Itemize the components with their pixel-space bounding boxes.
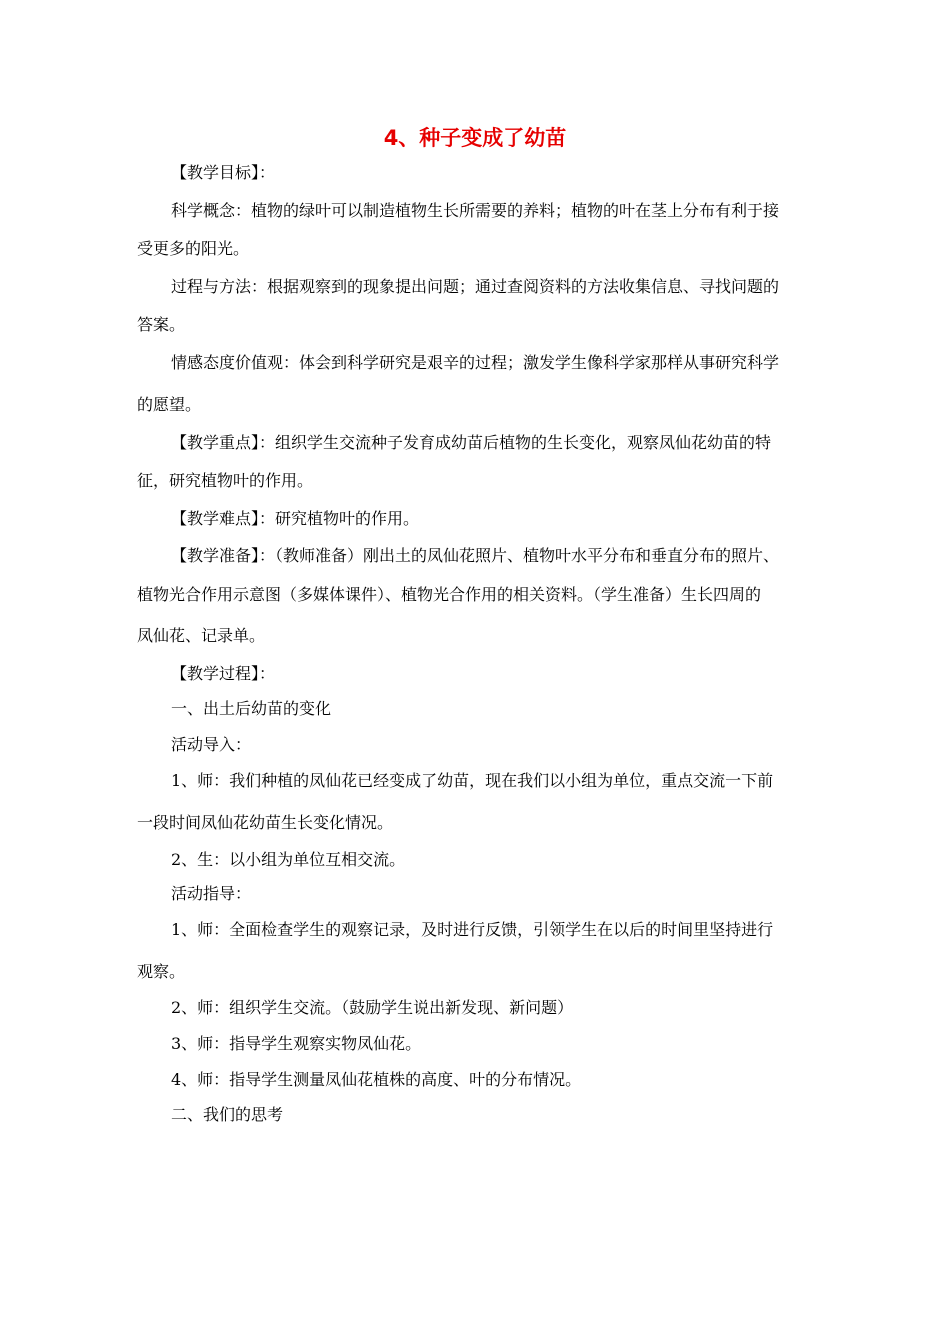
paragraph-line: 1、师：全面检查学生的观察记录，及时进行反馈，引领学生在以后的时间里坚持进行 — [171, 920, 774, 939]
paragraph-line: 凤仙花、记录单。 — [137, 626, 266, 645]
paragraph-line: 受更多的阳光。 — [137, 239, 250, 258]
section-heading-difficulties: 【教学难点】：研究植物叶的作用。 — [171, 509, 420, 528]
section-heading-process: 【教学过程】： — [171, 664, 276, 683]
subheading-line: 一、出土后幼苗的变化 — [171, 699, 332, 718]
section-heading-key-points: 【教学重点】：组织学生交流种子发育成幼苗后植物的生长变化，观察凤仙花幼苗的特 — [171, 433, 772, 452]
paragraph-line: 征，研究植物叶的作用。 — [137, 471, 314, 490]
paragraph-line: 2、生：以小组为单位互相交流。 — [171, 850, 406, 869]
paragraph-line: 过程与方法：根据观察到的现象提出问题；通过查阅资料的方法收集信息、寻找问题的 — [171, 277, 780, 296]
document-title: 4、种子变成了幼苗 — [383, 126, 567, 150]
paragraph-line: 观察。 — [137, 962, 186, 981]
paragraph-line: 的愿望。 — [137, 395, 202, 414]
section-heading-objectives: 【教学目标】： — [171, 163, 276, 182]
subheading-line: 二、我们的思考 — [171, 1105, 284, 1124]
paragraph-line: 答案。 — [137, 315, 186, 334]
paragraph-line: 一段时间凤仙花幼苗生长变化情况。 — [137, 813, 394, 832]
paragraph-line: 4、师：指导学生测量凤仙花植株的高度、叶的分布情况。 — [171, 1070, 582, 1089]
paragraph-line: 情感态度价值观：体会到科学研究是艰辛的过程；激发学生像科学家那样从事研究科学 — [171, 353, 780, 372]
section-heading-preparation: 【教学准备】：（教师准备）刚出土的凤仙花照片、植物叶水平分布和垂直分布的照片、 — [171, 546, 780, 565]
paragraph-line: 1、师：我们种植的凤仙花已经变成了幼苗，现在我们以小组为单位，重点交流一下前 — [171, 771, 774, 790]
paragraph-line: 2、师：组织学生交流。（鼓励学生说出新发现、新问题） — [171, 998, 574, 1017]
paragraph-line: 3、师：指导学生观察实物凤仙花。 — [171, 1034, 422, 1053]
paragraph-line: 活动导入： — [171, 735, 252, 754]
paragraph-line: 科学概念：植物的绿叶可以制造植物生长所需要的养料；植物的叶在茎上分布有利于接 — [171, 201, 780, 220]
paragraph-line: 活动指导： — [171, 884, 252, 903]
paragraph-line: 植物光合作用示意图（多媒体课件）、植物光合作用的相关资料。（学生准备）生长四周的 — [137, 585, 762, 604]
